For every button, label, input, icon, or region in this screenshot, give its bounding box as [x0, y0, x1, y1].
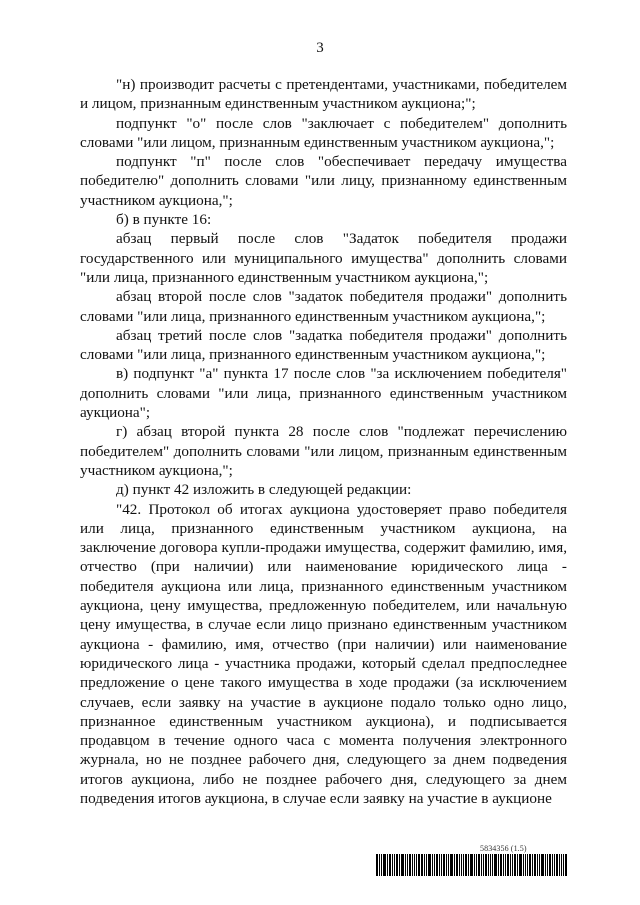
- paragraph: в) подпункт "а" пункта 17 после слов "за исключением победителя" дополнить словами "или лица, признанного единственным участником аукциона";: [80, 365, 567, 422]
- paragraph: подпункт "п" после слов "обеспечивает передачу имущества победителю" дополнить словами "или лицу, признанному единственным участником аукциона,";: [80, 153, 567, 209]
- paragraph: "42. Протокол об итогах аукциона удостоверяет право победителя или лица, признанного единственным участником аукциона, на заключение договора купли-продажи имущества, содержит фамилию, имя, отчество (при наличии) или наименование юридического лица - победителя аукциона или лица, признанного единственным участником аукциона, цену имущества, предложенную победителем, или начальную цену имущества, в случае если лицо признано единственным участником аукциона - фамилию, имя, отчество (при наличии) или наименование юридического лица - участника продажи, который сделал предпоследнее предложение о цене такого имущества в ходе продажи (за исключением случаев, если заявку на участие в аукционе подало только одно лицо, признанное единственным участником аукциона), и подписывается продавцом в течение одного часа с момента получения электронного журнала, но не позднее рабочего дня, следующего за днем подведения итогов аукциона, либо не позднее рабочего дня, следующего за днем подведения итогов аукциона, в случае если заявку на участие в аукционе: [80, 500, 567, 807]
- paragraph: абзац третий после слов "задатка победителя продажи" дополнить словами "или лица, признанного единственным участником аукциона,";: [80, 326, 567, 364]
- document-body: [80, 75, 567, 808]
- paragraph: абзац второй после слов "задаток победителя продажи" дополнить словами "или лица, признанного единственным участником аукциона,";: [80, 288, 567, 325]
- page-number: 3: [316, 40, 324, 56]
- paragraph: г) абзац второй пункта 28 после слов "подлежат перечислению победителем" дополнить словами "или лицом, признанным единственным участником аукциона,";: [80, 423, 567, 479]
- barcode: [376, 854, 568, 876]
- paragraph: б) в пункте 16:: [116, 211, 212, 229]
- paragraph: подпункт "о" после слов "заключает с победителем" дополнить словами "или лицом, признанным единственным участником аукциона,";: [80, 114, 567, 151]
- paragraph: абзац первый после слов "Задаток победителя продажи государственного или муниципального имущества" дополнить словами "или лица, признанного единственным участником аукциона,";: [80, 230, 567, 286]
- paragraph: "н) производит расчеты с претендентами, участниками, победителем и лицом, признанным единственным участником аукциона;";: [80, 76, 567, 113]
- paragraph: д) пункт 42 изложить в следующей редакции:: [116, 481, 412, 499]
- document-id: 5834356 (1.5): [480, 844, 527, 853]
